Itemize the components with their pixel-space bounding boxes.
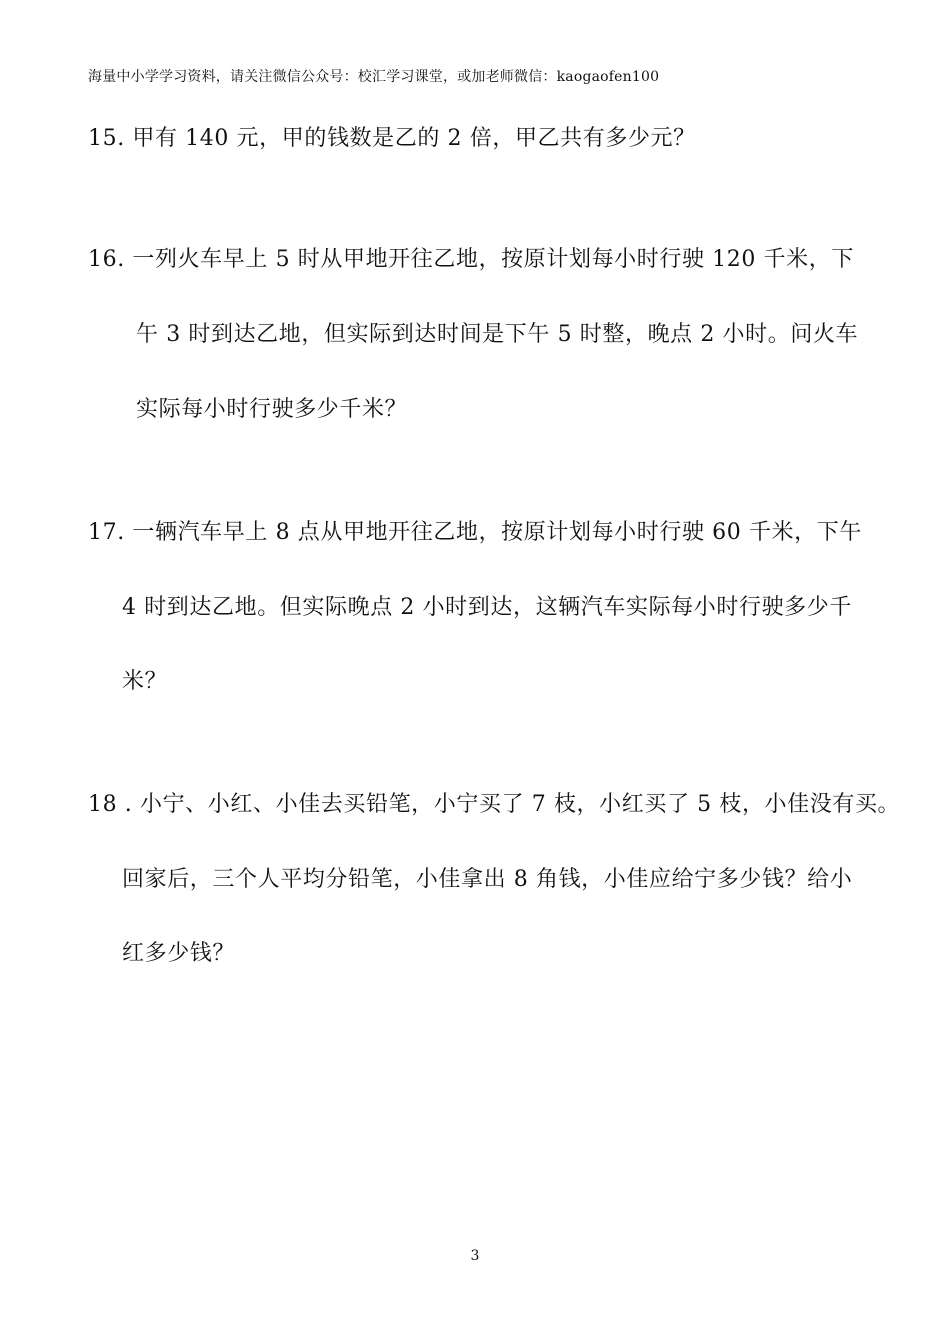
page-number: 3 bbox=[470, 1248, 480, 1264]
question-17-line-2: 4 时到达乙地。但实际晚点 2 小时到达，这辆汽车实际每小时行驶多少千 bbox=[122, 595, 852, 620]
question-18-line-2: 回家后，三个人平均分铅笔，小佳拿出 8 角钱，小佳应给宁多少钱？给小 bbox=[122, 867, 853, 892]
question-15-line-1: 15. 甲有 140 元，甲的钱数是乙的 2 倍，甲乙共有多少元？ bbox=[88, 126, 696, 151]
question-17-line-1: 17. 一辆汽车早上 8 点从甲地开往乙地，按原计划每小时行驶 60 千米，下午 bbox=[88, 520, 862, 545]
page-header: 海量中小学学习资料，请关注微信公众号：校汇学习课堂，或加老师微信：kaogaofen100 bbox=[88, 69, 660, 85]
question-18-line-3: 红多少钱？ bbox=[122, 941, 236, 966]
question-17-line-3: 米？ bbox=[122, 669, 168, 694]
question-18-line-1: 18 . 小宁、小红、小佳去买铅笔，小宁买了 7 枝，小红买了 5 枝，小佳没有买。 bbox=[88, 792, 901, 817]
question-16-line-3: 实际每小时行驶多少千米？ bbox=[136, 397, 408, 422]
question-16-line-1: 16. 一列火车早上 5 时从甲地开往乙地，按原计划每小时行驶 120 千米，下 bbox=[88, 247, 854, 272]
question-16-line-2: 午 3 时到达乙地，但实际到达时间是下午 5 时整，晚点 2 小时。问火车 bbox=[136, 322, 859, 347]
